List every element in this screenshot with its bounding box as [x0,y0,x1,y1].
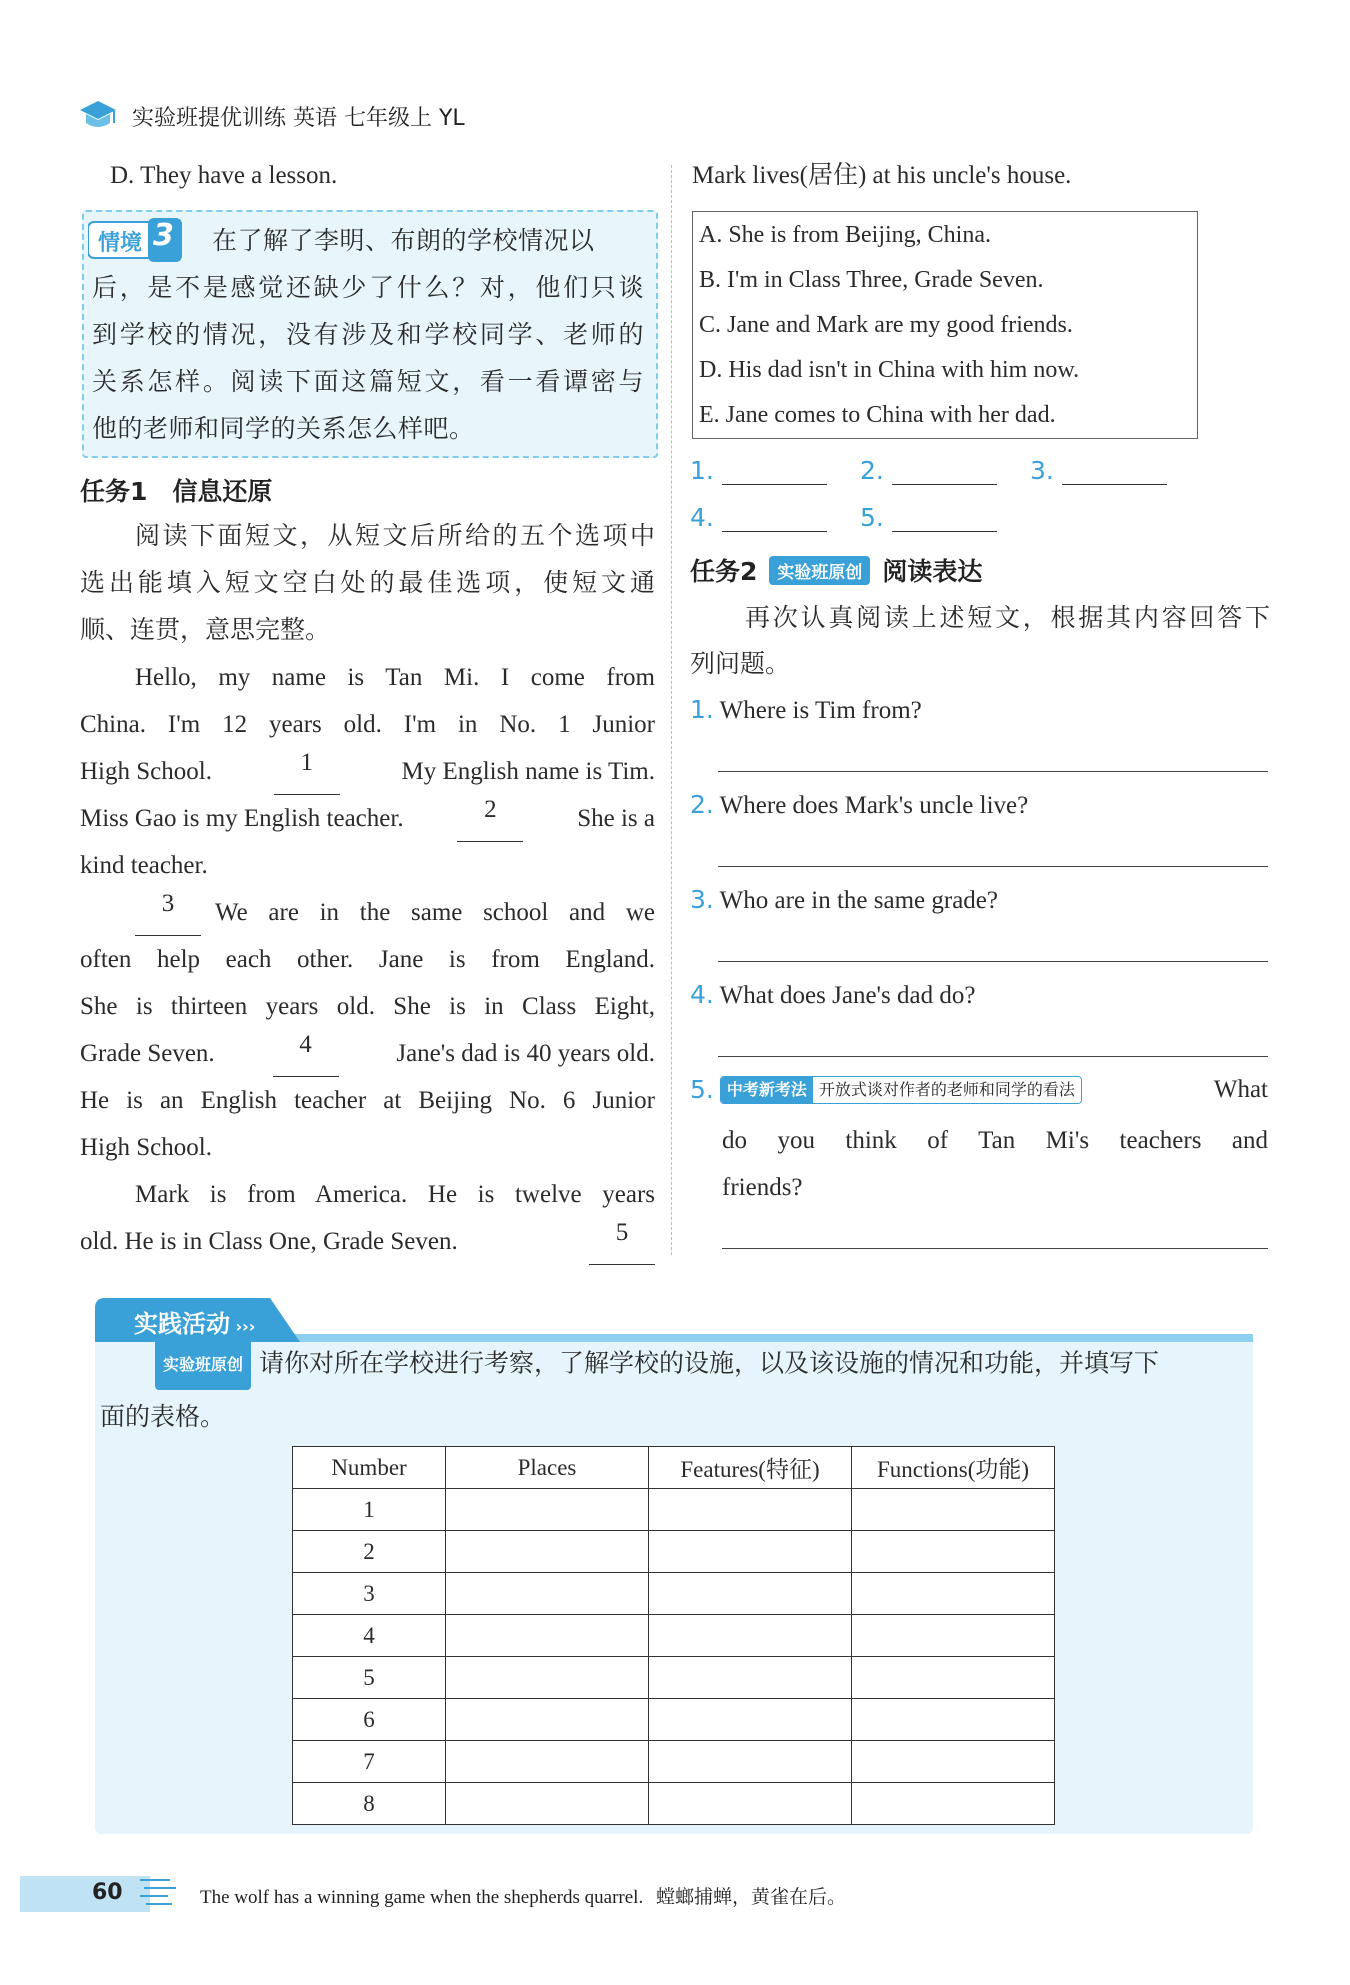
question-text: What [1213,1076,1268,1103]
task2-title [690,552,982,588]
answer-num: 5. [860,503,884,532]
passage-text: High School. [80,758,212,785]
passage-line [135,889,655,936]
instruction-line: 顺、连贯，意思完整。 [80,615,331,644]
table-cell[interactable] [649,1783,852,1825]
facilities-table [292,1446,1055,1825]
scenario-line: 后，是不是感觉还缺少了什么？对，他们只谈 [92,273,644,302]
option-d: D. His dad isn't in China with him now. [699,357,1080,383]
table-cell[interactable] [852,1783,1055,1825]
scenario-box [82,210,658,458]
table-cell[interactable] [649,1741,852,1783]
passage-text: She is a [577,805,655,832]
table-row [293,1699,1055,1741]
answer-num: 3. [1030,456,1054,485]
practice-instr-text: 请你对所在学校进行考察，了解学校的设施，以及该设施的情况和功能，并填写下 [258,1348,1159,1378]
passage-line: He is an English teacher at Beijing No. 6 Junior [80,1087,655,1114]
table-cell[interactable] [446,1489,649,1531]
header-number: Number [293,1447,446,1489]
row-number: 2 [293,1531,446,1573]
table-cell[interactable] [649,1699,852,1741]
task2-label: 阅读表达 [882,557,983,586]
answer-num: 4. [690,503,714,532]
question-2 [690,781,1028,829]
scenario-line: 关系怎样。阅读下面这篇短文，看一看谭密与 [92,367,644,396]
passage-line [80,1218,655,1265]
table-header-row [293,1447,1055,1489]
scenario-badge-num: 3 [153,218,174,253]
q5-tag: 中考新考法 [721,1077,813,1103]
task2-title-text: 任务2 [690,557,758,586]
question-text: do you think of Tan Mi's teachers and [722,1127,1268,1154]
passage-line: China. I'm 12 years old. I'm in No. 1 Junior [80,711,655,738]
answer-line-q1[interactable] [718,771,1268,772]
header-functions: Functions(功能) [852,1447,1055,1489]
option-a: A. She is from Beijing, China. [699,222,991,248]
scenario-line: 在了解了李明、布朗的学校情况以 [212,226,595,255]
blank-3: 3 [135,889,201,936]
answer-line[interactable] [722,505,827,532]
option-c: C. Jane and Mark are my good friends. [699,312,1073,338]
answer-line[interactable] [892,505,997,532]
table-cell[interactable] [852,1531,1055,1573]
proverb-en: The wolf has a winning game when the shepherds quarrel. [200,1887,644,1908]
options-box [692,211,1198,439]
table-cell[interactable] [649,1531,852,1573]
practice-title [134,1304,255,1339]
chevrons-icon: ››› [230,1317,256,1336]
page-number: 60 [92,1880,123,1905]
passage-line: Hello, my name is Tan Mi. I come from [135,664,655,691]
option-d-line: D. They have a lesson. [110,162,338,189]
blank-1: 1 [274,748,340,795]
passage-line: kind teacher. [80,852,208,879]
passage-line: She is thirteen years old. She is in Class Eight, [80,993,655,1020]
answer-slot-4[interactable] [690,503,827,532]
answer-line-q2[interactable] [718,866,1268,867]
table-cell[interactable] [446,1783,649,1825]
table-cell[interactable] [852,1741,1055,1783]
table-row [293,1615,1055,1657]
row-number: 6 [293,1699,446,1741]
task2-tag: 实验班原创 [769,556,870,585]
answer-line-q5[interactable] [722,1248,1268,1249]
question-num: 1. [690,695,714,724]
question-text: Who are in the same grade? [719,887,999,914]
passage-text: My English name is Tim. [401,758,655,785]
table-cell[interactable] [649,1489,852,1531]
table-row [293,1573,1055,1615]
table-cell[interactable] [446,1573,649,1615]
table-cell[interactable] [446,1699,649,1741]
table-cell[interactable] [446,1657,649,1699]
passage-text: Grade Seven. [80,1040,215,1067]
practice-title-text: 实践活动 [134,1310,230,1338]
question-num: 4. [690,980,714,1009]
passage-text: Miss Gao is my English teacher. [80,805,404,832]
table-cell[interactable] [852,1699,1055,1741]
graduation-cap-icon [78,99,118,133]
header-features: Features(特征) [649,1447,852,1489]
row-number: 1 [293,1489,446,1531]
row-number: 7 [293,1741,446,1783]
question-text: friends? [722,1174,803,1201]
proverb-cn: 螳螂捕蝉，黄雀在后。 [655,1886,846,1908]
passage-text: old. He is in Class One, Grade Seven. [80,1228,458,1255]
column-divider [671,165,672,1255]
question-text: Where is Tim from? [719,697,922,724]
passage-continuation: Mark lives(居住) at his uncle's house. [692,162,1072,189]
passage-line [80,1030,655,1077]
question-5 [690,1066,1268,1113]
task2-instruction: 再次认真阅读上述短文，根据其内容回答下 [745,603,1270,632]
practice-instruction: 面的表格。 [100,1402,226,1431]
q5-desc: 开放式谈对作者的老师和同学的看法 [813,1077,1081,1103]
blank-5: 5 [589,1218,655,1265]
row-number: 3 [293,1573,446,1615]
answer-slot-2[interactable] [860,456,997,485]
row-number: 8 [293,1783,446,1825]
row-number: 4 [293,1615,446,1657]
table-row [293,1657,1055,1699]
table-row [293,1783,1055,1825]
option-b: B. I'm in Class Three, Grade Seven. [699,267,1044,293]
scenario-line: 到学校的情况，没有涉及和学校同学、老师的 [92,320,644,349]
answer-slot-1[interactable] [690,456,827,485]
table-row [293,1531,1055,1573]
scenario-line: 他的老师和同学的关系怎么样吧。 [92,414,475,443]
answer-slot-3[interactable] [1030,456,1167,485]
instruction-line: 选出能填入短文空白处的最佳选项，使短文通 [80,568,655,597]
blank-4: 4 [273,1030,339,1077]
footer-proverb [200,1882,846,1909]
answer-num: 1. [690,456,714,485]
instruction-line: 阅读下面短文，从短文后所给的五个选项中 [135,521,655,550]
question-num: 3. [690,885,714,914]
header-places: Places [446,1447,649,1489]
answer-line-q4[interactable] [718,1056,1268,1057]
question-3 [690,876,998,924]
question-1 [690,686,922,734]
answer-line[interactable] [722,458,827,485]
table-cell[interactable] [649,1657,852,1699]
passage-line: Mark is from America. He is twelve years [135,1181,655,1208]
question-num: 2. [690,790,714,819]
task2-instruction: 列问题。 [690,649,791,678]
passage-line: often help each other. Jane is from England. [80,946,655,973]
passage-line [80,748,655,795]
table-cell[interactable] [852,1615,1055,1657]
row-number: 5 [293,1657,446,1699]
page-header [78,96,465,136]
blank-2: 2 [457,795,523,842]
table-row [293,1489,1055,1531]
answer-line[interactable] [892,458,997,485]
scenario-badge-text: 情境 [98,231,143,256]
option-e: E. Jane comes to China with her dad. [699,402,1056,428]
answer-line-q3[interactable] [718,961,1268,962]
passage-line [80,795,655,842]
practice-tag: 实验班原创 [155,1339,251,1390]
table-cell[interactable] [852,1573,1055,1615]
answer-slot-5[interactable] [860,503,997,532]
passage-line: High School. [80,1134,212,1161]
table-cell[interactable] [649,1615,852,1657]
table-cell[interactable] [852,1489,1055,1531]
table-cell[interactable] [852,1657,1055,1699]
table-cell[interactable] [446,1531,649,1573]
answer-num: 2. [860,456,884,485]
table-row [293,1741,1055,1783]
task1-title: 任务1 信息还原 [80,477,273,506]
table-cell[interactable] [446,1741,649,1783]
question-4 [690,971,975,1019]
passage-text: We are in the same school and we [215,899,655,926]
table-cell[interactable] [446,1615,649,1657]
table-cell[interactable] [649,1573,852,1615]
passage-text: Jane's dad is 40 years old. [396,1040,655,1067]
question-text: What does Jane's dad do? [719,982,976,1009]
question-num: 5. [690,1075,714,1104]
header-title: 实验班提优训练 英语 七年级上 YL [132,105,465,131]
practice-instruction [155,1339,1245,1390]
q5-tag-group [720,1076,1082,1104]
answer-line[interactable] [1062,458,1167,485]
question-text: Where does Mark's uncle live? [719,792,1029,819]
